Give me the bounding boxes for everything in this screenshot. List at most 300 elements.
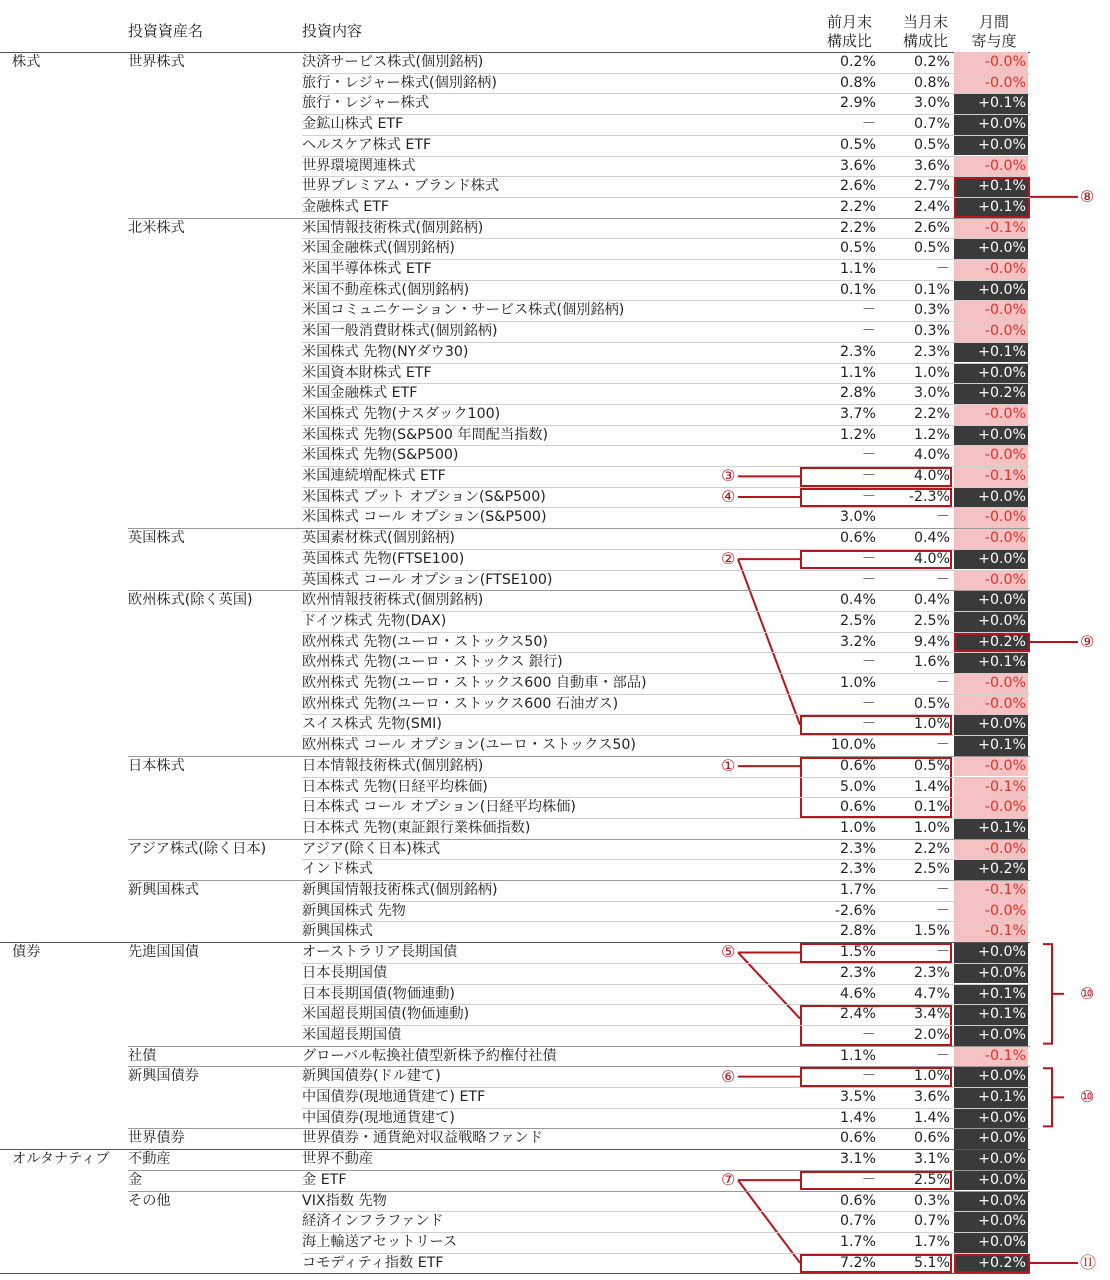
row-rule (302, 259, 1030, 260)
row-rule (302, 1025, 1030, 1026)
curr-ratio-cell: 0.3% (913, 323, 950, 340)
row-rule (302, 901, 1030, 902)
contribution-cell: -0.0% (954, 300, 1028, 321)
curr-ratio-cell: 0.5% (913, 240, 950, 257)
subcategory-cell: その他 (128, 1192, 171, 1209)
contribution-cell: +0.0% (954, 590, 1028, 611)
group-rule (128, 880, 1030, 881)
group-rule (128, 1066, 1030, 1067)
row-rule (302, 859, 1030, 860)
content-cell: 米国株式 先物(NYダウ30) (302, 343, 469, 360)
curr-ratio-cell: 1.0% (913, 1068, 950, 1085)
prev-ratio-cell: － (861, 654, 876, 671)
prev-ratio-cell: 7.2% (839, 1254, 876, 1271)
content-cell: 日本長期国債 (302, 964, 388, 981)
contribution-cell: +0.0% (954, 1128, 1028, 1149)
table-row (0, 507, 1030, 528)
prev-ratio-cell: － (861, 323, 876, 340)
content-cell: ヘルスケア株式 ETF (302, 136, 432, 153)
content-cell: 米国株式 先物(S&P500 年間配当指数) (302, 426, 549, 443)
content-cell: 中国債券(現地通貨建て) (302, 1109, 455, 1126)
table-row (0, 383, 1030, 404)
content-cell: 欧州株式 コール オプション(ユーロ・ストックス50) (302, 737, 636, 754)
group-rule (128, 1046, 1030, 1047)
table-row (0, 901, 1030, 922)
prev-ratio-cell: 0.6% (839, 757, 876, 774)
curr-ratio-cell: 1.7% (913, 1233, 950, 1250)
content-cell: 英国株式 先物(FTSE100) (302, 550, 465, 567)
content-cell: 米国連続増配株式 ETF (302, 468, 446, 484)
content-cell: 金 ETF (302, 1171, 347, 1188)
prev-ratio-cell: 2.6% (839, 178, 876, 195)
table-bottom-rule (0, 1273, 1030, 1274)
curr-ratio-cell: － (935, 509, 950, 526)
header-prev-line2: 構成比 (826, 32, 872, 50)
row-rule (302, 797, 1030, 798)
curr-ratio-cell: 2.3% (913, 343, 950, 360)
content-cell: 世界環境関連株式 (302, 157, 416, 174)
contribution-cell: -0.0% (954, 797, 1028, 818)
group-rule (128, 756, 1030, 757)
annotation-box-2b (800, 715, 952, 735)
curr-ratio-cell: 0.6% (913, 1130, 950, 1147)
curr-ratio-cell: 4.0% (913, 447, 950, 464)
table-row (0, 652, 1030, 673)
curr-ratio-cell: 1.4% (913, 778, 950, 795)
contribution-cell: +0.2% (954, 859, 1028, 880)
curr-ratio-cell: 0.1% (913, 799, 950, 816)
curr-ratio-cell: － (935, 944, 950, 961)
prev-ratio-cell: － (861, 695, 876, 712)
group-rule (128, 839, 1030, 840)
prev-ratio-cell: 0.4% (839, 592, 876, 609)
prev-ratio-cell: 2.5% (839, 612, 876, 629)
header-prev-line1: 前月末 (826, 13, 872, 31)
row-rule (302, 714, 1030, 715)
annotation-box-3 (800, 467, 952, 487)
curr-ratio-cell: 3.0% (913, 385, 950, 402)
contribution-cell: -0.0% (954, 839, 1028, 860)
category-rule (0, 942, 1030, 943)
contribution-cell: -0.0% (954, 52, 1028, 73)
curr-ratio-cell: 0.7% (913, 116, 950, 133)
curr-ratio-cell: 1.0% (913, 819, 950, 836)
table-row (0, 570, 1030, 591)
subcategory-cell: 先進国国債 (128, 944, 199, 961)
contribution-cell: -0.1% (954, 1046, 1028, 1067)
contribution-cell: -0.0% (954, 73, 1028, 94)
row-rule (302, 673, 1030, 674)
content-cell: 世界債券・通貨絶対収益戦略ファンド (302, 1130, 543, 1147)
prev-ratio-cell: 2.3% (839, 861, 876, 878)
content-cell: 日本情報技術株式(個別銘柄) (302, 757, 484, 774)
prev-ratio-cell: 0.5% (839, 240, 876, 257)
content-cell: インド株式 (302, 861, 373, 878)
row-rule (302, 777, 1030, 778)
header-contrib-line1: 月間 (978, 13, 1009, 31)
contribution-cell: -0.0% (954, 694, 1028, 715)
content-cell: 旅行・レジャー株式 (302, 95, 430, 112)
content-cell: 新興国株式 先物 (302, 902, 406, 919)
content-cell: 米国株式 先物(ナスダック100) (302, 405, 501, 422)
prev-ratio-cell: 1.4% (839, 1109, 876, 1126)
prev-ratio-cell: － (861, 716, 876, 733)
content-cell: 日本株式 コール オプション(日経平均株価) (302, 799, 576, 816)
contribution-cell: +0.0% (954, 1232, 1028, 1253)
table-row (0, 1149, 1030, 1170)
annotation-box-2a (800, 550, 952, 570)
table-row (0, 135, 1030, 156)
content-cell: 欧州株式 先物(ユーロ・ストックス600 石油ガス) (302, 695, 619, 712)
row-rule (302, 425, 1030, 426)
subcategory-cell: 日本株式 (128, 757, 185, 774)
annotation-label-8: ⑧ (1080, 186, 1095, 206)
row-rule (302, 1253, 1030, 1254)
prev-ratio-cell: 2.3% (839, 343, 876, 360)
content-cell: 米国情報技術株式(個別銘柄) (302, 219, 484, 236)
curr-ratio-cell: 0.7% (913, 1213, 950, 1230)
annotation-box-9 (954, 633, 1030, 653)
content-cell: オーストラリア長期国債 (302, 944, 458, 961)
prev-ratio-cell: 0.6% (839, 1192, 876, 1209)
curr-ratio-cell: 3.0% (913, 95, 950, 112)
content-cell: 旅行・レジャー株式(個別銘柄) (302, 74, 497, 91)
annotation-box-11 (954, 1254, 1030, 1274)
group-rule (128, 1170, 1030, 1171)
contribution-cell: -0.0% (954, 259, 1028, 280)
annotation-label-9: ⑨ (1080, 631, 1095, 651)
contribution-cell: -0.1% (954, 777, 1028, 798)
curr-ratio-cell: 5.1% (913, 1254, 950, 1271)
table-header (0, 0, 1110, 52)
contribution-cell: +0.0% (954, 1191, 1028, 1212)
table-row (0, 238, 1030, 259)
content-cell: 日本長期国債(物価連動) (302, 985, 455, 1002)
row-rule (302, 570, 1030, 571)
prev-ratio-cell: 4.6% (839, 985, 876, 1002)
prev-ratio-cell: － (861, 550, 876, 567)
table-row (0, 611, 1030, 632)
curr-ratio-cell: 1.2% (913, 426, 950, 443)
prev-ratio-cell: 2.3% (839, 964, 876, 981)
content-cell: VIX指数 先物 (302, 1192, 387, 1209)
prev-ratio-cell: 3.2% (839, 633, 876, 650)
content-cell: 米国株式 コール オプション(S&P500) (302, 509, 547, 526)
table-row (0, 73, 1030, 94)
annotation-label-3: ③ (721, 466, 736, 486)
content-cell: アジア(除く日本)株式 (302, 840, 441, 857)
row-rule (302, 963, 1030, 964)
curr-ratio-cell: － (935, 261, 950, 277)
contribution-cell: +0.2% (954, 632, 1028, 653)
table-row (0, 818, 1030, 839)
bracket-10a (1043, 944, 1052, 1044)
category-cell: オルタナティブ (12, 1151, 110, 1168)
row-rule (302, 280, 1030, 281)
content-cell: 世界不動産 (302, 1151, 373, 1168)
content-cell: 米国株式 プット オプション(S&P500) (302, 488, 546, 505)
prev-ratio-cell: 2.2% (839, 198, 876, 215)
table-row (0, 176, 1030, 197)
prev-ratio-cell: 3.7% (839, 405, 876, 422)
content-cell: 米国金融株式(個別銘柄) (302, 240, 455, 257)
row-rule (302, 487, 1030, 488)
subcategory-cell: 金 (128, 1171, 143, 1188)
table-row (0, 321, 1030, 342)
contribution-cell: +0.0% (954, 549, 1028, 570)
group-rule (128, 528, 1030, 529)
table-row (0, 1128, 1030, 1149)
row-rule (302, 342, 1030, 343)
curr-ratio-cell: 0.4% (913, 592, 950, 609)
row-rule (302, 1004, 1030, 1005)
prev-ratio-cell: － (861, 488, 876, 505)
content-cell: 新興国債券(ドル建て) (302, 1068, 441, 1085)
content-cell: 欧州株式 先物(ユーロ・ストックス600 自動車・部品) (302, 675, 647, 691)
group-rule (128, 1128, 1030, 1129)
row-rule (302, 507, 1030, 508)
table-row (0, 114, 1030, 135)
prev-ratio-cell: 0.6% (839, 799, 876, 816)
contribution-cell: +0.2% (954, 1253, 1028, 1274)
header-curr (892, 13, 948, 51)
curr-ratio-cell: 1.6% (913, 654, 950, 671)
prev-ratio-cell: 2.3% (839, 840, 876, 857)
group-rule (128, 1191, 1030, 1192)
row-rule (302, 176, 1030, 177)
header-asset-name: 投資資産名 (128, 22, 204, 40)
annotation-label-11: ⑪ (1080, 1252, 1097, 1272)
subcategory-cell: 英国株式 (128, 530, 185, 547)
table-row (0, 859, 1030, 880)
contribution-cell: +0.0% (954, 611, 1028, 632)
table-row (0, 218, 1030, 239)
prev-ratio-cell: 1.0% (839, 819, 876, 836)
subcategory-cell: 新興国株式 (128, 882, 199, 898)
content-cell: 米国超長期国債 (302, 1026, 402, 1043)
table-row (0, 259, 1030, 280)
row-rule (302, 818, 1030, 819)
row-rule (302, 1108, 1030, 1109)
content-cell: 日本株式 先物(日経平均株価) (302, 778, 488, 795)
prev-ratio-cell: － (861, 1068, 876, 1085)
annotation-box-1 (800, 757, 952, 818)
prev-ratio-cell: 2.8% (839, 923, 876, 940)
curr-ratio-cell: － (935, 902, 950, 919)
prev-ratio-cell: 1.5% (839, 944, 876, 961)
contribution-cell: +0.0% (954, 1025, 1028, 1046)
annotation-label-1: ① (721, 756, 736, 776)
table-row (0, 673, 1030, 694)
content-cell: 欧州株式 先物(ユーロ・ストックス 銀行) (302, 654, 563, 671)
content-cell: 新興国情報技術株式(個別銘柄) (302, 882, 498, 898)
table-row (0, 921, 1030, 942)
row-rule (302, 611, 1030, 612)
table-row (0, 445, 1030, 466)
prev-ratio-cell: 1.7% (839, 1233, 876, 1250)
annotation-label-6: ⑥ (721, 1066, 736, 1086)
curr-ratio-cell: 2.5% (913, 612, 950, 629)
prev-ratio-cell: 3.1% (839, 1151, 876, 1168)
content-cell: スイス株式 先物(SMI) (302, 716, 442, 733)
prev-ratio-cell: － (861, 116, 876, 133)
content-cell: 米国金融株式 ETF (302, 385, 418, 402)
table-row (0, 1191, 1030, 1212)
content-cell: 日本株式 先物(東証銀行業株価指数) (302, 819, 531, 836)
subcategory-cell: 欧州株式(除く英国) (128, 592, 253, 609)
table-row (0, 404, 1030, 425)
curr-ratio-cell: 1.0% (913, 364, 950, 381)
contribution-cell: +0.0% (954, 114, 1028, 135)
row-rule (302, 445, 1030, 446)
curr-ratio-cell: 0.5% (913, 757, 950, 774)
row-rule (302, 1087, 1030, 1088)
row-rule (302, 404, 1030, 405)
prev-ratio-cell: － (861, 447, 876, 464)
curr-ratio-cell: 3.6% (913, 1089, 950, 1105)
contribution-cell: +0.0% (954, 425, 1028, 446)
table-row (0, 984, 1030, 1005)
category-cell: 債券 (12, 944, 41, 961)
table-row (0, 1211, 1030, 1232)
prev-ratio-cell: 10.0% (830, 737, 876, 754)
content-cell: 米国一般消費財株式(個別銘柄) (302, 323, 498, 340)
header-contrib (960, 13, 1028, 51)
row-rule (302, 114, 1030, 115)
content-cell: 米国株式 先物(S&P500) (302, 447, 459, 464)
table-row (0, 632, 1030, 653)
annotation-box-4 (800, 488, 952, 508)
content-cell: 米国超長期国債(物価連動) (302, 1006, 470, 1023)
annotation-label-10b: ⑩ (1080, 1087, 1095, 1107)
prev-ratio-cell: 3.0% (839, 509, 876, 526)
contribution-cell: +0.0% (954, 942, 1028, 963)
table-row (0, 694, 1030, 715)
group-rule (128, 218, 1030, 219)
prev-ratio-cell: 0.5% (839, 136, 876, 153)
row-rule (302, 363, 1030, 364)
content-cell: 金融株式 ETF (302, 198, 390, 215)
subcategory-cell: 北米株式 (128, 219, 185, 236)
table-row (0, 52, 1030, 73)
subcategory-cell: 社債 (128, 1047, 157, 1064)
curr-ratio-cell: 2.3% (913, 964, 950, 981)
prev-ratio-cell: 2.4% (839, 1006, 876, 1023)
curr-ratio-cell: 0.8% (913, 74, 950, 91)
content-cell: 決済サービス株式(個別銘柄) (302, 54, 484, 70)
curr-ratio-cell: 2.0% (913, 1026, 950, 1043)
row-rule (302, 1232, 1030, 1233)
curr-ratio-cell: 4.0% (913, 468, 950, 484)
table-row (0, 280, 1030, 301)
contribution-cell: -0.0% (954, 507, 1028, 528)
curr-ratio-cell: 0.3% (913, 1192, 950, 1209)
curr-ratio-cell: － (935, 675, 950, 691)
prev-ratio-cell: 0.7% (839, 1213, 876, 1230)
content-cell: 新興国株式 (302, 923, 373, 940)
contribution-cell: +0.0% (954, 135, 1028, 156)
table-row (0, 197, 1030, 218)
prev-ratio-cell: 3.6% (839, 157, 876, 174)
group-rule (128, 590, 1030, 591)
row-rule (302, 383, 1030, 384)
table-row (0, 156, 1030, 177)
prev-ratio-cell: － (861, 571, 876, 588)
table-row (0, 590, 1030, 611)
curr-ratio-cell: 3.4% (913, 1006, 950, 1023)
content-cell: 金鉱山株式 ETF (302, 116, 404, 133)
header-content: 投資内容 (302, 22, 363, 40)
content-cell: 英国素材株式(個別銘柄) (302, 530, 455, 547)
curr-ratio-cell: 2.4% (913, 198, 950, 215)
subcategory-cell: アジア株式(除く日本) (128, 840, 267, 857)
table-row (0, 1046, 1030, 1067)
header-curr-line1: 当月末 (902, 13, 948, 31)
row-rule (302, 135, 1030, 136)
curr-ratio-cell: － (935, 571, 950, 588)
subcategory-cell: 不動産 (128, 1151, 171, 1168)
content-cell: 米国不動産株式(個別銘柄) (302, 281, 470, 298)
prev-ratio-cell: 3.5% (839, 1089, 876, 1105)
contribution-cell: +0.1% (954, 197, 1028, 218)
prev-ratio-cell: 1.0% (839, 675, 876, 691)
curr-ratio-cell: -2.3% (908, 488, 950, 505)
annotation-label-4: ④ (721, 487, 736, 507)
contribution-cell: +0.1% (954, 176, 1028, 197)
row-rule (302, 632, 1030, 633)
curr-ratio-cell: 4.7% (913, 985, 950, 1002)
prev-ratio-cell: － (861, 1171, 876, 1188)
contribution-cell: -0.1% (954, 218, 1028, 239)
prev-ratio-cell: 0.6% (839, 1130, 876, 1147)
contribution-cell: -0.0% (954, 404, 1028, 425)
bracket-10b (1043, 1068, 1052, 1126)
table-row (0, 839, 1030, 860)
content-cell: 欧州株式 先物(ユーロ・ストックス50) (302, 633, 548, 650)
contribution-cell: -0.1% (954, 921, 1028, 942)
curr-ratio-cell: 1.5% (913, 923, 950, 940)
prev-ratio-cell: 2.2% (839, 219, 876, 236)
contribution-cell: +0.0% (954, 487, 1028, 508)
subcategory-cell: 世界債券 (128, 1130, 185, 1147)
prev-ratio-cell: － (861, 1026, 876, 1043)
curr-ratio-cell: 3.1% (913, 1151, 950, 1168)
prev-ratio-cell: 1.1% (839, 364, 876, 381)
contribution-cell: -0.0% (954, 156, 1028, 177)
contribution-cell: +0.0% (954, 963, 1028, 984)
contribution-cell: +0.1% (954, 818, 1028, 839)
row-rule (302, 466, 1030, 467)
contribution-cell: +0.1% (954, 652, 1028, 673)
curr-ratio-cell: 4.0% (913, 550, 950, 567)
annotation-box-6 (800, 1067, 952, 1087)
annotation-box-5a (800, 943, 952, 963)
table-row (0, 880, 1030, 901)
prev-ratio-cell: 0.8% (839, 74, 876, 91)
content-cell: 海上輸送アセットリース (302, 1233, 458, 1250)
row-rule (302, 321, 1030, 322)
content-cell: グローバル転換社債型新株予約権付社債 (302, 1047, 557, 1064)
annotation-label-5: ⑤ (721, 942, 736, 962)
table-row (0, 735, 1030, 756)
contribution-cell: -0.0% (954, 570, 1028, 591)
content-cell: 経済インフラファンド (302, 1213, 444, 1230)
annotation-box-7b (800, 1254, 952, 1274)
header-contrib-line2: 寄与度 (971, 32, 1017, 50)
curr-ratio-cell: 0.4% (913, 530, 950, 547)
subcategory-cell: 世界株式 (128, 54, 185, 70)
prev-ratio-cell: 2.8% (839, 385, 876, 402)
